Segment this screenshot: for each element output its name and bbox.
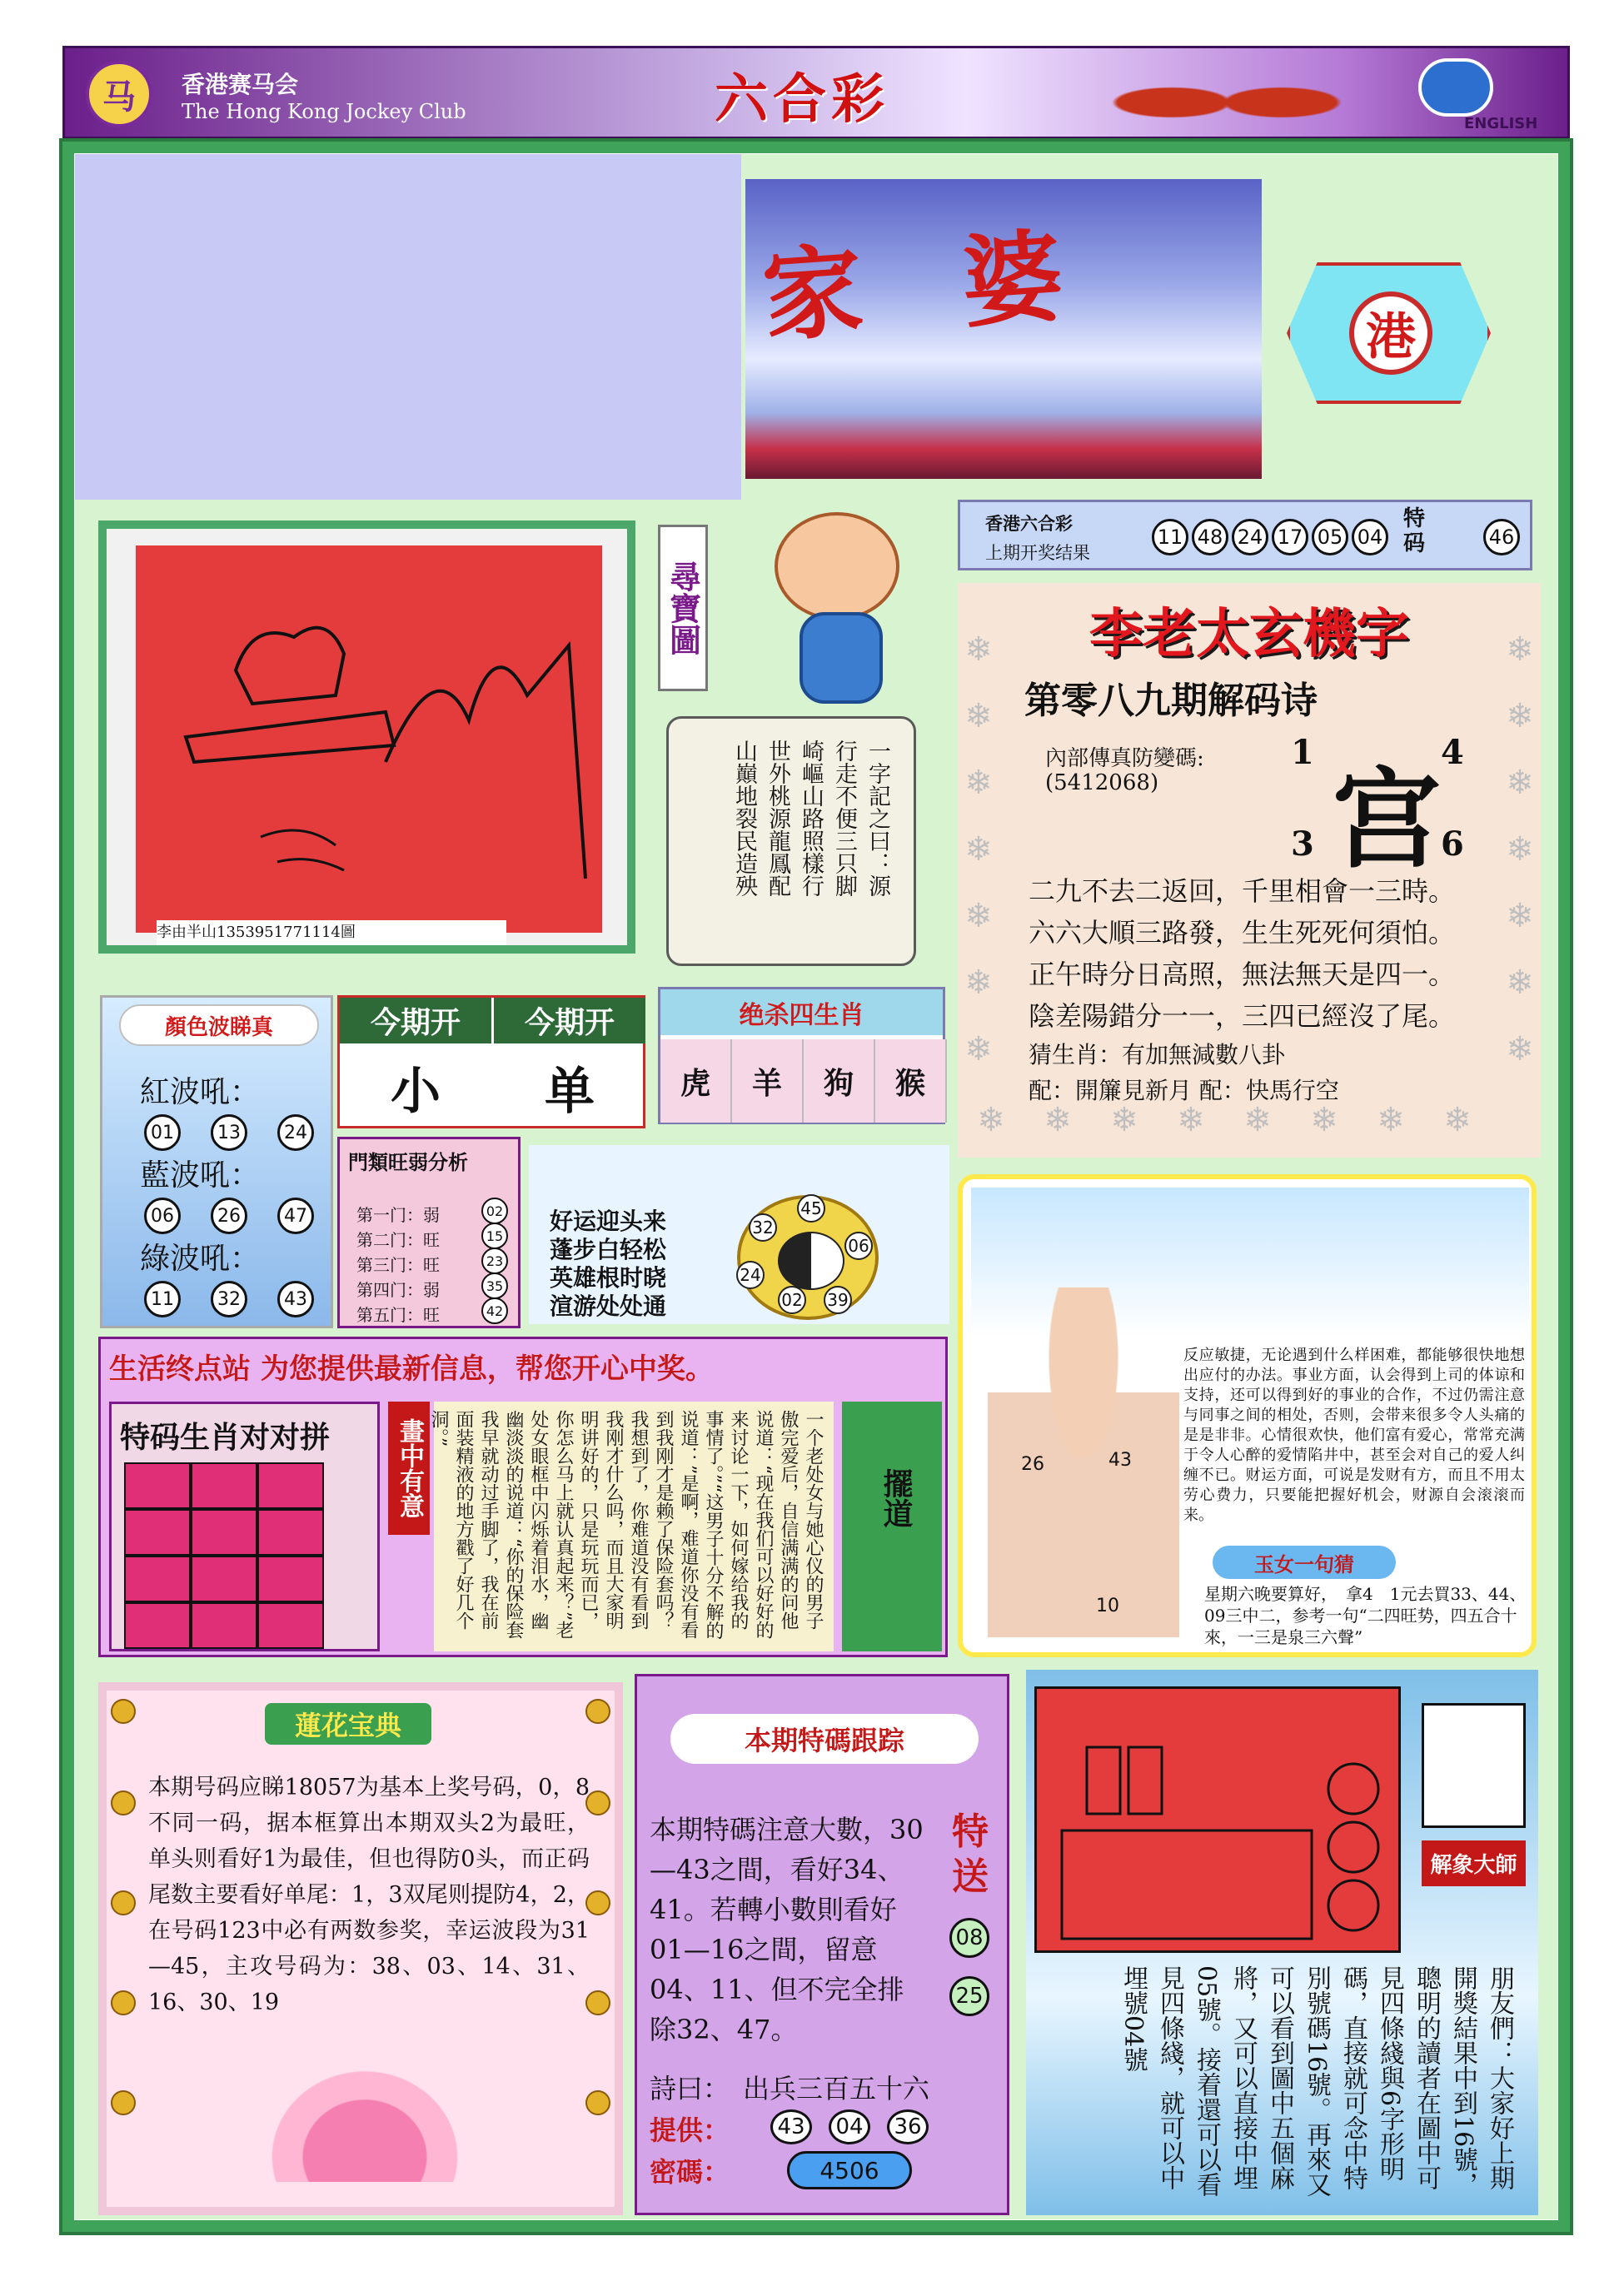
provide-ball: 04 <box>829 2109 870 2144</box>
door-row-label: 第三门：旺 <box>356 1255 440 1275</box>
result-ball: 24 <box>1232 519 1268 555</box>
bagua-number: 39 <box>824 1286 852 1314</box>
corner-number: 3 <box>1291 824 1314 864</box>
puzzle-cell <box>191 1556 257 1602</box>
racing-horses-image <box>1089 52 1364 136</box>
bagua-verse <box>550 1208 716 1321</box>
snowflake-icon: ❄ <box>964 1030 993 1068</box>
snowflake-icon: ❄ <box>1506 697 1534 735</box>
doors-title: 門類旺弱分析 <box>348 1151 468 1174</box>
snowflake-icon: ❄ <box>1443 1101 1472 1139</box>
code-label: 密碼： <box>650 2156 730 2188</box>
jade-riddle-title: 玉女一句猜 <box>1213 1546 1396 1579</box>
yin-yang-icon <box>778 1232 844 1290</box>
lotus-panel <box>98 1682 623 2215</box>
snowflake-icon: ❄ <box>977 1101 1005 1139</box>
bagua-number: 32 <box>749 1213 777 1242</box>
red-wave-ball: 13 <box>211 1114 247 1151</box>
bagua-number: 24 <box>736 1261 765 1289</box>
door-ball: 35 <box>481 1272 508 1299</box>
red-wave-ball: 01 <box>144 1114 181 1151</box>
door-analysis-panel <box>337 1137 521 1328</box>
coin-icon <box>585 2090 610 2115</box>
this-period-head: 今期开 <box>340 998 491 1043</box>
poem-line: 正午時分日高照，無法無天是四一。 <box>1029 959 1456 990</box>
mahjong-drawing <box>1037 1689 1403 1955</box>
kill-zodiac-title: 绝杀四生肖 <box>660 989 943 1035</box>
provide-ball: 43 <box>770 2109 812 2144</box>
tesong-ball: 08 <box>949 1918 989 1958</box>
snowflake-icon: ❄ <box>1110 1101 1138 1139</box>
puzzle-cell <box>257 1462 324 1509</box>
snowflake-icon: ❄ <box>964 697 993 735</box>
green-wave-ball: 43 <box>277 1281 314 1317</box>
pig-head <box>775 512 899 620</box>
blue-wave-ball: 06 <box>144 1198 181 1234</box>
treasure-caption: 李由半山1353951771114圖 <box>157 920 506 945</box>
result-ball: 11 <box>1152 519 1188 555</box>
scroll-text: 一字記之曰：源 行走不便三只脚 崎嶇山路照樣行 世外桃源龍鳳配 山巔地裂民造殃 <box>731 740 890 919</box>
poem-subtitle: 第零八九期解码诗 <box>1024 680 1318 722</box>
lotus-text: 本期号码应睇18057为基本上奖号码，0，8不同一码，据本框算出本期双头2为最旺，单头则看好1为最佳，但也得防0头，而正码尾数主要看好单尾：1，3双尾则提防4，2，在号码123中必有两数参奖，幸运波段为31—45，主攻号码为：38、03、14、31、16、30、19 <box>148 1775 590 2015</box>
english-link[interactable]: ENGLISH <box>1464 115 1538 132</box>
life-title: 生活终点站 为您提供最新信息，帮您开心中奖。 <box>109 1352 714 1386</box>
coin-icon <box>111 1790 136 1815</box>
door-row-label: 第一门：弱 <box>356 1205 440 1225</box>
puzzle-cell <box>124 1462 191 1509</box>
dream-master-label: 解象大師 <box>1422 1840 1526 1886</box>
this-period-head: 今期开 <box>494 998 645 1043</box>
baidao-box <box>842 1402 942 1651</box>
model-photo <box>988 1287 1179 1637</box>
treasure-map-frame <box>98 520 635 954</box>
snowflake-icon: ❄ <box>1506 830 1534 869</box>
photo-number: 43 <box>1108 1450 1132 1471</box>
blue-wave-ball: 26 <box>211 1198 247 1234</box>
zodiac-cell: 狗 <box>804 1039 875 1123</box>
coin-icon <box>111 1990 136 2015</box>
photo-number: 26 <box>1021 1454 1044 1475</box>
language-badge-icon[interactable] <box>1418 58 1493 117</box>
baidao-label: 擺道 <box>879 1468 914 1528</box>
snowflake-icon: ❄ <box>1506 1030 1534 1068</box>
snowflake-icon: ❄ <box>1506 964 1534 1002</box>
picture-meaning-label: 畫中有意 <box>388 1402 430 1535</box>
snowflake-icon: ❄ <box>1044 1101 1072 1139</box>
snowflake-icon: ❄ <box>964 897 993 935</box>
corner-number: 1 <box>1291 733 1314 772</box>
writing-hand-icon <box>1422 1703 1526 1828</box>
coin-icon <box>585 1699 610 1724</box>
door-row-label: 第二门：旺 <box>356 1230 440 1250</box>
tracking-text: 本期特碼注意大數，30—43之間，看好34、41。若轉小數則看好01—16之間，留意04、11、但不完全排除32、47。 <box>650 1814 924 2045</box>
jade-riddle-panel <box>958 1174 1537 1657</box>
bagua-number: 06 <box>844 1232 873 1260</box>
banner-title: 家婆 <box>759 211 1166 356</box>
zodiac-cell: 虎 <box>660 1039 732 1123</box>
treasure-map-image <box>136 545 602 933</box>
poem-line: 二九不去二返回，千里相會一三時。 <box>1029 875 1456 907</box>
results-label-bottom: 上期开奖结果 <box>985 543 1090 563</box>
bagua-wheel <box>737 1195 879 1320</box>
door-ball: 23 <box>481 1248 508 1274</box>
puzzle-cell <box>124 1509 191 1556</box>
this-period-odd: 单 <box>545 1062 595 1121</box>
colour-wave-panel <box>100 995 333 1328</box>
zodiac-cell: 羊 <box>732 1039 804 1123</box>
this-period-small: 小 <box>391 1062 441 1121</box>
poem-line: 六六大順三路發，生生死死何須怕。 <box>1029 917 1456 949</box>
bagua-line: 英雄根时晓 <box>550 1264 667 1292</box>
blank-ad-area <box>75 154 741 500</box>
riddle-scroll <box>666 716 916 966</box>
lotus-flower-image <box>257 2057 473 2182</box>
snowflake-icon: ❄ <box>1243 1101 1272 1139</box>
photo-number: 10 <box>1096 1596 1119 1616</box>
puzzle-cell <box>124 1556 191 1602</box>
waves-title: 顏色波睇真 <box>119 1004 319 1046</box>
snowflake-icon: ❄ <box>964 964 993 1002</box>
mahjong-picture <box>1034 1686 1401 1953</box>
poem-title: 李老太玄機字 <box>1089 604 1409 665</box>
puzzle-cell <box>124 1602 191 1649</box>
club-name-en: The Hong Kong Jockey Club <box>182 100 466 123</box>
bagua-number: 45 <box>797 1194 825 1223</box>
bagua-line: 蓬步白轻松 <box>550 1236 667 1263</box>
banner-image <box>745 179 1262 479</box>
code-value: 4506 <box>787 2151 912 2189</box>
door-ball: 15 <box>481 1223 508 1249</box>
poem-line: 猜生肖：有加無減數八卦 <box>1029 1041 1286 1068</box>
tracking-title: 本期特碼跟踪 <box>670 1714 979 1764</box>
snowflake-icon: ❄ <box>1506 764 1534 802</box>
special-number-label: 特码 <box>1402 506 1425 556</box>
gong-char: 宫 <box>1333 755 1442 883</box>
snowflake-icon: ❄ <box>1506 897 1534 935</box>
joke-story <box>428 1402 834 1651</box>
snowflake-icon: ❄ <box>1310 1101 1338 1139</box>
poem-panel <box>958 583 1541 1158</box>
results-label-top: 香港六合彩 <box>985 514 1073 534</box>
hkjc-logo[interactable]: 马 <box>86 61 152 127</box>
special-tracking-panel <box>635 1674 1009 2215</box>
door-row-label: 第四门：弱 <box>356 1280 440 1300</box>
corner-number: 6 <box>1441 824 1464 864</box>
bagua-line: 好运迎头来 <box>550 1208 667 1235</box>
door-row-label: 第五门：旺 <box>356 1305 440 1325</box>
pig-body <box>800 612 883 704</box>
coin-icon <box>111 1699 136 1724</box>
zodiac-cell: 猴 <box>875 1039 947 1123</box>
snowflake-icon: ❄ <box>1177 1101 1205 1139</box>
coin-icon <box>111 1890 136 1915</box>
life-station-panel <box>98 1337 948 1657</box>
jade-riddle-text: 星期六晚要算好， 拿4 1元去買33、44、09三中二，参考一句“二四旺势，四五合十來，一三是泉三六聲” <box>1204 1584 1527 1647</box>
provide-ball: 36 <box>887 2109 929 2144</box>
result-ball: 04 <box>1352 519 1388 555</box>
snowflake-icon: ❄ <box>1506 630 1534 669</box>
fax-number: (5412068) <box>1045 770 1159 795</box>
kill-zodiac-panel <box>658 987 945 1124</box>
result-ball: 05 <box>1312 519 1348 555</box>
puzzle-cell <box>257 1509 324 1556</box>
bagua-number: 02 <box>778 1286 806 1314</box>
blue-wave-ball: 47 <box>277 1198 314 1234</box>
snowflake-icon: ❄ <box>1377 1101 1405 1139</box>
puzzle-title: 特码生肖对对拼 <box>120 1421 331 1455</box>
story-text: 一个老处女与她心仪的男子傲完爱后，自信满满的问他说道：“现在我们可以好好的来讨论一下，如何嫁给我的事情了。”“这男子十分不解的说道：”是啊，难道你没有看到我刚才是赖了保险套吗？我想到了，你难道没有看到我刚才什么吗，而且大家明明讲好的，只是玩玩而已，你怎么马上就认真起来？”老处女眼框中闪烁着泪水，幽幽淡淡的说道：“你的保险套我早就动过手脚了，我在前面装精液的地方戳了好几个洞。” <box>428 1410 824 1640</box>
door-ball: 42 <box>481 1297 508 1324</box>
treasure-map-label: 尋寶圖 <box>658 525 708 691</box>
snowflake-icon: ❄ <box>964 630 993 669</box>
special-number-ball: 46 <box>1483 519 1520 555</box>
tesong-label: 特送 <box>952 1810 989 1898</box>
bagua-line: 渲游处处通 <box>550 1292 667 1320</box>
bagua-panel <box>529 1145 949 1324</box>
puzzle-cell <box>191 1462 257 1509</box>
lotus-title: 蓮花宝典 <box>265 1703 431 1745</box>
result-ball: 17 <box>1272 519 1308 555</box>
green-wave-ball: 11 <box>144 1281 181 1317</box>
tesong-ball: 25 <box>949 1976 989 2016</box>
snowflake-icon: ❄ <box>964 830 993 869</box>
poem-line: 陰差陽錯分一一，三四已經沒了尾。 <box>1029 1000 1456 1032</box>
result-ball: 48 <box>1192 519 1228 555</box>
pig-mascot-image <box>741 500 941 716</box>
coin-icon <box>111 2090 136 2115</box>
dream-interpreter-panel <box>1026 1670 1538 2215</box>
door-ball: 02 <box>481 1198 508 1224</box>
provide-label: 提供： <box>650 2114 730 2146</box>
puzzle-cell <box>257 1556 324 1602</box>
puzzle-cell <box>257 1602 324 1649</box>
dream-text: 朋友們：大家好上期開獎結果中到16號，聰明的讀者在圖中可見四條綫與6字形明碼，直接就可念中特別號碼16號。再來又可以看到圖中五個麻將，又可以直接中埋05號。接着還可以看見四條綫，就可以中埋號04號 <box>1118 1965 1514 2198</box>
horoscope-text: 反应敏捷，无论遇到什么样困难，都能够很快地想出应付的办法。事业方面，认会得到上司的体谅和支持，还可以得到好的事业的合作，不过仍需注意与同事之间的相处，否则，会带来很多令人头痛的是是非非。心情很欢快，他们富有爱心，常常充满于令人心醉的爱情陷井中，甚至会对自己的爱人纠缠不已。财运方面，可说是发财有方，而且不用太劳心费力，只要能把握好机会，财源自会滚滚而来。 <box>1183 1347 1525 1524</box>
snowflake-icon: ❄ <box>964 764 993 802</box>
gang-char: 港 <box>1349 291 1432 375</box>
red-wave-ball: 24 <box>277 1114 314 1151</box>
club-name-cn: 香港赛马会 <box>182 71 299 98</box>
green-wave-ball: 32 <box>211 1281 247 1317</box>
goat-mountain-drawing <box>136 545 602 933</box>
green-wave-label: 綠波吼： <box>140 1242 261 1276</box>
zodiac-puzzle <box>109 1402 380 1651</box>
puzzle-cell <box>191 1509 257 1556</box>
last-draw-results <box>958 500 1532 570</box>
page-title: 六合彩 <box>715 68 889 131</box>
gang-lantern <box>1278 229 1499 454</box>
puzzle-cell <box>191 1602 257 1649</box>
poem-line: 配：開簾見新月 配：快馬行空 <box>1029 1077 1339 1104</box>
red-wave-label: 紅波吼： <box>140 1075 261 1109</box>
poem-line: 詩曰： 出兵三百五十六 <box>650 2073 930 2104</box>
header-bar <box>62 46 1570 139</box>
blue-wave-label: 藍波吼： <box>140 1158 261 1193</box>
fax-label: 內部傳真防變碼: <box>1045 746 1204 771</box>
this-period-panel <box>337 995 645 1128</box>
corner-number: 4 <box>1441 733 1464 772</box>
